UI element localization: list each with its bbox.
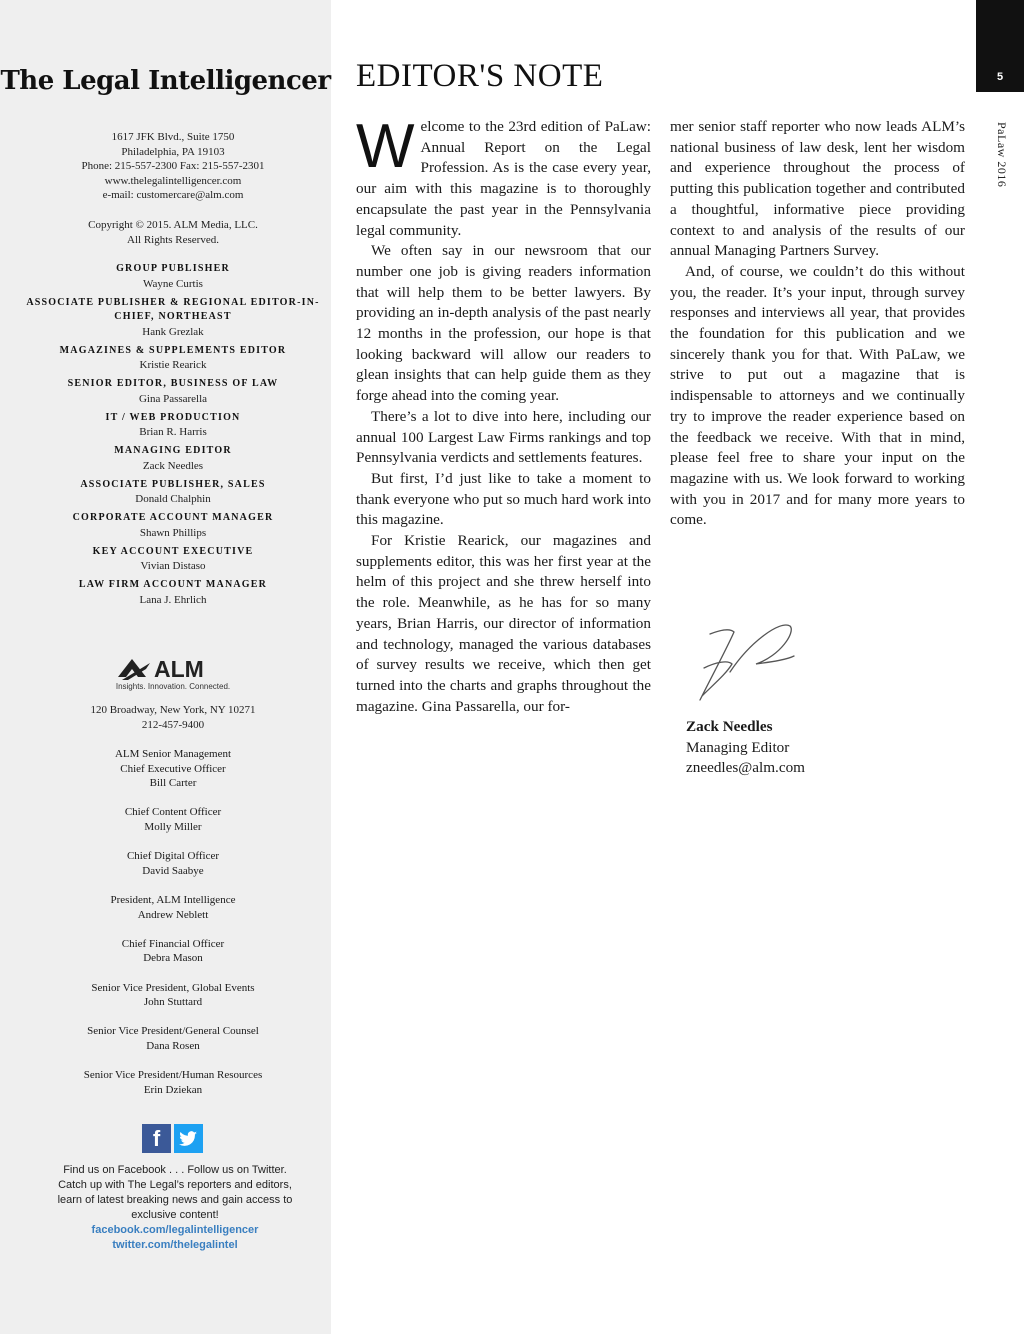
staff-name: Gina Passarella [138,392,208,405]
management-group [0,981,346,1010]
twitter-icon[interactable] [174,1124,203,1153]
copyright-line: All Rights Reserved. [127,233,219,246]
management-line: John Stuttard [143,996,203,1009]
copyright-line: Copyright © 2015. ALM Media, LLC. [88,219,258,231]
article-column-2 [670,117,965,531]
management-line: Bill Carter [149,777,197,790]
staff-role: SENIOR EDITOR, BUSINESS OF LAW [67,378,279,389]
management-line: Senior Vice President, Global Events [91,981,255,994]
author-email[interactable]: zneedles@alm.com [686,759,805,777]
contact-address [0,130,346,203]
social-text-line: Catch up with The Legal’s reporters and editors, [58,1179,292,1191]
management-group [0,1068,346,1097]
website-line: www.thelegalintelligencer.com [104,174,242,187]
page-number-tab [976,0,1024,92]
management-line: Senior Vice President/General Counsel [87,1025,259,1038]
management-line: Chief Financial Officer [121,937,225,950]
management-line: Debra Mason [143,952,203,965]
staff-role: GROUP PUBLISHER [116,263,230,274]
management-line: Chief Digital Officer [126,850,220,863]
staff-name: Wayne Curtis [143,277,203,290]
management-line: Chief Executive Officer [120,762,226,775]
alm-tagline: Insights. Innovation. Connected. [115,682,231,691]
social-icons [142,1124,206,1153]
author-name: Zack Needles [686,718,773,735]
signoff [686,717,805,779]
staff-name: Donald Chalphin [135,493,211,505]
signature [690,612,810,712]
alm-address [0,703,346,732]
staff-name: Kristie Rearick [139,359,207,371]
article-paragraph: And, of course, we couldn’t do this without you, the reader. It’s your input, through survey responses and interviews all year, that provides the foundation for this publication and we sincerely thank you for that. With PaLaw, we strive to put out a magazine that is indispensable to attorneys and we continually try to improve the reader experience based on the feedback we receive. With that in mind, please feel free to share your input on the magazine with us. We look forward to working with you in 2017 and for many more years to come. [670,262,965,529]
staff-role: MAGAZINES & SUPPLEMENTS EDITOR [59,344,287,356]
management-line: Chief Content Officer [124,806,222,819]
social-promo [0,1163,350,1253]
staff-role: MANAGING EDITOR [114,445,232,456]
staff-name: Brian R. Harris [139,426,207,438]
facebook-link[interactable]: facebook.com/legalintelligencer [91,1224,259,1236]
management-group [0,747,346,791]
management-group [0,893,346,922]
management-line: Molly Miller [144,820,202,833]
management-group [0,849,346,878]
staff-name: Shawn Phillips [139,526,207,539]
twitter-bird-icon [174,1124,203,1153]
management-line: President, ALM Intelligence [110,893,236,906]
email-line: e-mail: customercare@alm.com [102,189,244,202]
phone-line: Phone: 215-557-2300 Fax: 215-557-2301 [81,160,265,173]
article-paragraph: mer senior staff reporter who now leads ALM’s national business of law desk, lent her wisdom and experience throughout the process of putting this publication together and contributed a thoughtful, informative piece providing context to and analysis of the results of our annual Managing Partners Survey. [670,118,965,260]
staff-list [0,262,346,607]
facebook-icon[interactable]: f [142,1124,171,1153]
alm-phone-line: 212-457-9400 [141,718,205,731]
copyright [0,218,346,247]
publication-logo: The Legal Intelligencer [0,66,331,96]
staff-name: Lana J. Ehrlich [139,593,207,606]
staff-role: KEY ACCOUNT EXECUTIVE [92,545,254,557]
staff-role: IT / WEB PRODUCTION [105,411,241,423]
staff-name: Hank Grezlak [142,325,204,338]
management-group [0,1024,346,1053]
staff-role: CORPORATE ACCOUNT MANAGER [72,512,274,523]
management-group [0,937,346,966]
management-line: Dana Rosen [146,1039,200,1052]
article-paragraph: But first, I’d just like to take a moment to thank everyone who put so much hard work into this magazine. [356,469,651,529]
address-line: 1617 JFK Blvd., Suite 1750 [111,131,235,143]
staff-role: ASSOCIATE PUBLISHER & REGIONAL EDITOR-IN-CHIEF, NORTHEAST [26,296,320,322]
article-paragraph [356,112,651,241]
paragraph-text: elcome to the 23rd edition of PaLaw: Annual Report on the Legal Profession. As is the case every year, our aim with this magazine is to thoroughly encapsulate the past year in the Pennsylvania legal community. [356,118,651,239]
article-paragraph: There’s a lot to dive into here, including our annual 100 Largest Law Firms rankings and top Pennsylvania verdicts and settlements features. [356,407,651,467]
alm-logo-text: ALM [154,656,204,682]
staff-name: Vivian Distaso [140,560,206,572]
staff-role: ASSOCIATE PUBLISHER, SALES [80,478,266,490]
article-paragraph: For Kristie Rearick, our magazines and supplements editor, this was her first year at the helm of this project and she threw herself into the role. Meanwhile, as he has for so many years, Brian Harris, our director of information and technology, managed the various databases of survey results we receive, which then get turned into the charts and graphs throughout the magazine. Gina Passarella, our for- [356,532,651,715]
drop-cap: W [356,112,415,181]
social-text-line: exclusive content! [131,1209,219,1221]
article-paragraph: We often say in our newsroom that our number one job is giving readers information that will help them to be better lawyers. By providing an in-depth analysis of the past nearly 12 months in the profession, our hope is that looking backward will allow our readers to glean insights that can help guide them as they forge ahead into the coming year. [356,242,651,405]
article-column-1 [356,112,651,717]
staff-name: Zack Needles [142,459,204,472]
page-number: 5 [996,71,1004,83]
alm-address-line: 120 Broadway, New York, NY 10271 [90,704,256,716]
address-line: Philadelphia, PA 19103 [121,145,225,158]
management-line: David Saabye [142,864,204,877]
staff-role: LAW FIRM ACCOUNT MANAGER [78,579,268,590]
management-line: Andrew Neblett [137,908,209,921]
management-list [0,747,346,1112]
management-group [0,805,346,834]
management-line: Erin Dziekan [143,1083,203,1096]
page-title: EDITOR'S NOTE [356,58,604,94]
social-text-line: learn of latest breaking news and gain access to [57,1194,293,1206]
author-title: Managing Editor [686,738,790,756]
signature-stroke [700,625,794,700]
social-text-line: Find us on Facebook . . . Follow us on Twitter. [63,1164,287,1176]
management-line: Senior Vice President/Human Resources [83,1069,263,1082]
management-line: ALM Senior Management [114,748,232,760]
twitter-link[interactable]: twitter.com/thelegalintel [112,1239,238,1251]
running-head: PaLaw 2016 [995,122,1009,188]
